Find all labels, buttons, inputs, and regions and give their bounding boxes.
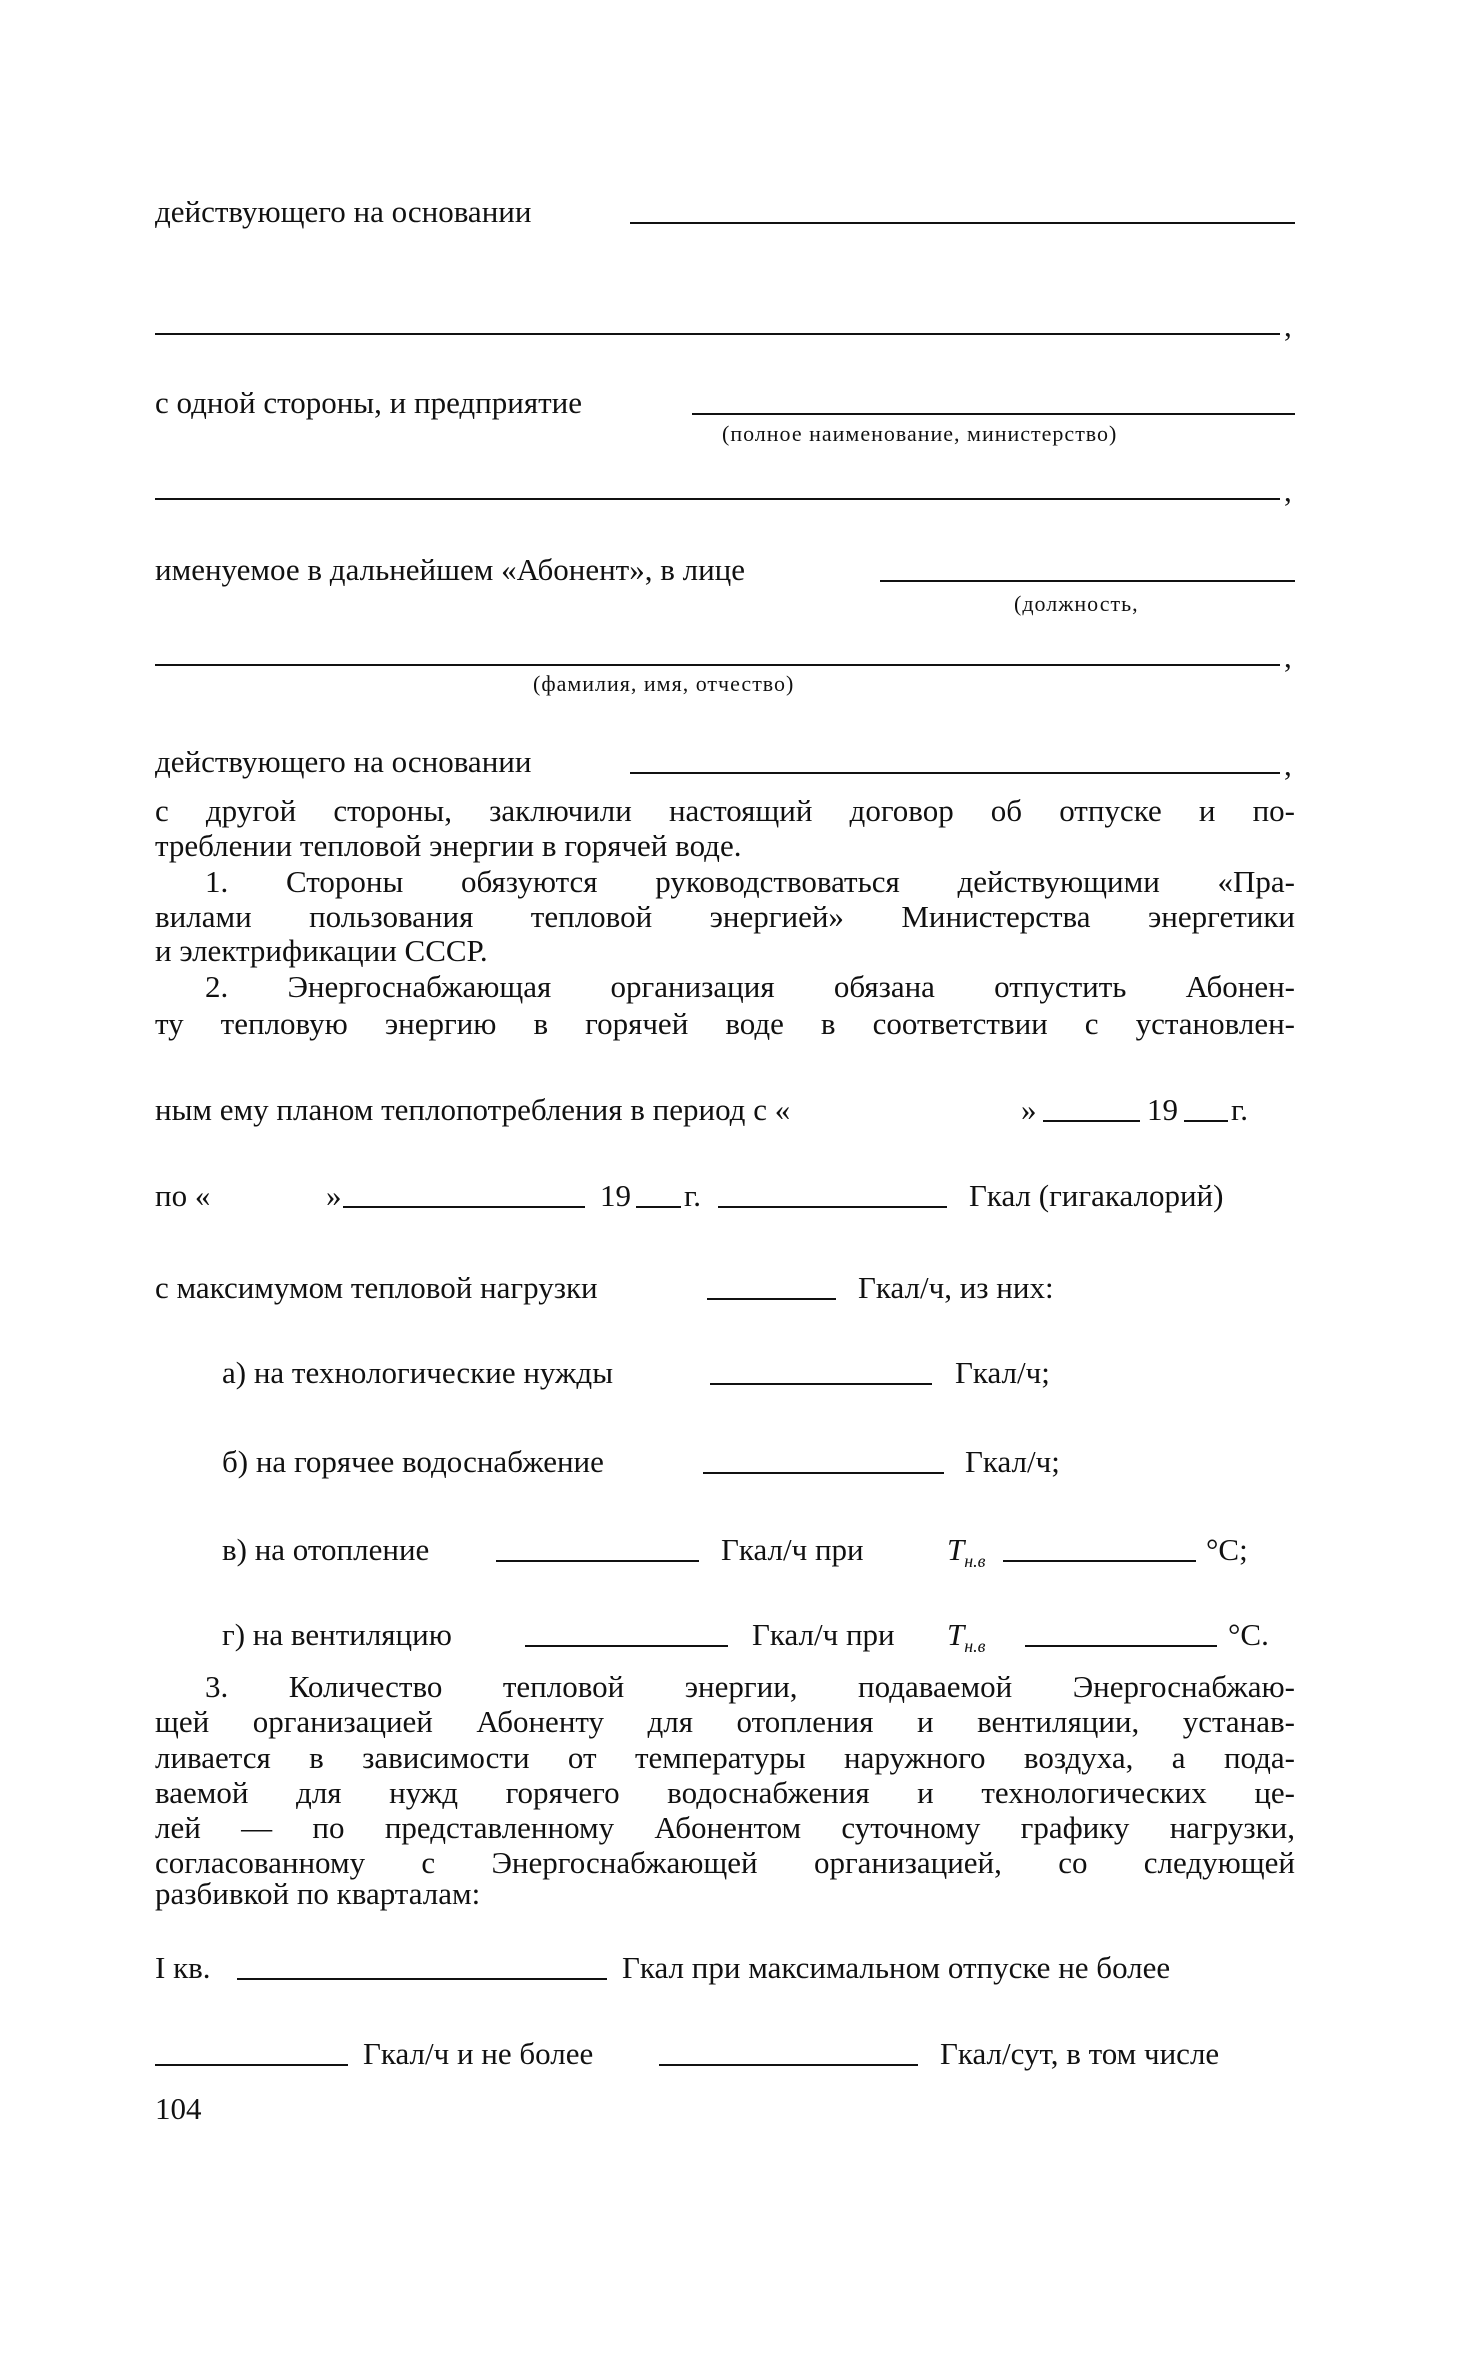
acting-basis-field-cont[interactable] <box>155 333 1280 335</box>
year-prefix: 19 <box>600 1178 631 1213</box>
month-from-field[interactable] <box>1043 1120 1140 1122</box>
period-from-label: ным ему планом теплопотребления в период с « <box>155 1092 791 1127</box>
paragraph-line: треблении тепловой энергии в горячей воде. <box>155 828 742 863</box>
paragraph-line: ливается в зависимости от температуры наружного воздуха, а пода- <box>155 1740 1295 1775</box>
paragraph-line: вилами пользования тепловой энергией» Министерства энергетики <box>155 899 1295 934</box>
hereinafter-label: именуемое в дальнейшем «Абонент», в лице <box>155 552 746 587</box>
per-day-field[interactable] <box>659 2064 918 2066</box>
item-heating: в) на отопление <box>222 1532 430 1567</box>
enterprise-name-field-cont[interactable] <box>155 498 1280 500</box>
caption-fio: (фамилия, имя, отчество) <box>533 671 795 696</box>
item-hot-water: б) на горячее водоснабжение <box>222 1444 604 1479</box>
position-field[interactable] <box>880 580 1295 582</box>
item-unit: Гкал/ч; <box>955 1355 1050 1390</box>
per-hour-label: Гкал/ч и не более <box>363 2036 594 2071</box>
year-prefix: 19 <box>1147 1092 1178 1127</box>
degree-label: °С; <box>1206 1532 1248 1567</box>
gcal-amount-field[interactable] <box>718 1206 947 1208</box>
enterprise-name-field[interactable] <box>692 413 1295 415</box>
max-load-label: с максимумом тепловой нагрузки <box>155 1270 598 1305</box>
acting-basis-label-2: действующего на основании <box>155 744 532 779</box>
year-to-field[interactable] <box>636 1206 681 1208</box>
temperature-symbol: $T_{н.в}$ <box>947 1617 986 1657</box>
item-unit: Гкал/ч при <box>721 1532 864 1567</box>
ventilation-field[interactable] <box>525 1645 728 1647</box>
paragraph-line: 2. Энергоснабжающая организация обязана отпустить Абонен- <box>205 969 1295 1004</box>
max-hour-field[interactable] <box>155 2064 348 2066</box>
heating-temp-field[interactable] <box>1003 1560 1196 1562</box>
item-unit: Гкал/ч при <box>752 1617 895 1652</box>
item-technological: а) на технологические нужды <box>222 1355 614 1390</box>
heating-field[interactable] <box>496 1560 699 1562</box>
quarter-1-label: I кв. <box>155 1950 211 1985</box>
year-suffix: г. <box>684 1178 701 1213</box>
comma: , <box>1284 747 1292 782</box>
paragraph-line: разбивкой по кварталам: <box>155 1876 481 1911</box>
comma: , <box>1284 639 1292 674</box>
degree-label: °С. <box>1228 1617 1269 1652</box>
paragraph-line: 3. Количество тепловой энергии, подаваемой Энергоснабжаю- <box>205 1669 1295 1704</box>
one-side-label: с одной стороны, и предприятие <box>155 385 583 420</box>
year-suffix: г. <box>1231 1092 1248 1127</box>
paragraph-line: с другой стороны, заключили настоящий договор об отпуске и по- <box>155 793 1295 828</box>
fio-field[interactable] <box>155 664 1280 666</box>
month-to-field[interactable] <box>343 1206 585 1208</box>
year-from-field[interactable] <box>1184 1120 1228 1122</box>
comma: , <box>1284 308 1292 343</box>
per-day-label: Гкал/сут, в том числе <box>940 2036 1220 2071</box>
quote-close: » <box>326 1178 342 1213</box>
hot-water-field[interactable] <box>703 1472 944 1474</box>
paragraph-line: щей организацией Абоненту для отопления и вентиляции, устанав- <box>155 1704 1295 1739</box>
quarter-1-text: Гкал при максимальном отпуске не более <box>622 1950 1171 1985</box>
caption-position: (должность, <box>1014 591 1139 616</box>
ventilation-temp-field[interactable] <box>1025 1645 1217 1647</box>
acting-basis-field[interactable] <box>630 222 1295 224</box>
technological-field[interactable] <box>710 1383 932 1385</box>
caption-full-name: (полное наименование, министерство) <box>722 421 1118 446</box>
max-load-unit: Гкал/ч, из них: <box>858 1270 1054 1305</box>
paragraph-line: и электрификации СССР. <box>155 933 488 968</box>
acting-basis-field-2[interactable] <box>630 772 1280 774</box>
paragraph-line: 1. Стороны обязуются руководствоваться действующими «Пра- <box>205 864 1295 899</box>
acting-basis-label: действующего на основании <box>155 194 532 229</box>
paragraph-line: согласованному с Энергоснабжающей организацией, со следующей <box>155 1845 1295 1880</box>
paragraph-line: ваемой для нужд горячего водоснабжения и технологических це- <box>155 1775 1295 1810</box>
paragraph-line: лей — по представленному Абонентом суточному графику нагрузки, <box>155 1810 1295 1845</box>
paragraph-line: ту тепловую энергию в горячей воде в соответствии с установлен- <box>155 1006 1295 1041</box>
quote-close: » <box>1021 1092 1037 1127</box>
item-unit: Гкал/ч; <box>965 1444 1060 1479</box>
gcal-label: Гкал (гигакалорий) <box>969 1178 1224 1213</box>
temperature-symbol: $T_{н.в}$ <box>947 1532 986 1572</box>
page-number: 104 <box>155 2091 202 2126</box>
max-load-field[interactable] <box>707 1298 836 1300</box>
comma: , <box>1284 473 1292 508</box>
quarter-1-field[interactable] <box>237 1978 607 1980</box>
period-to-label: по « <box>155 1178 211 1213</box>
item-ventilation: г) на вентиляцию <box>222 1617 452 1652</box>
